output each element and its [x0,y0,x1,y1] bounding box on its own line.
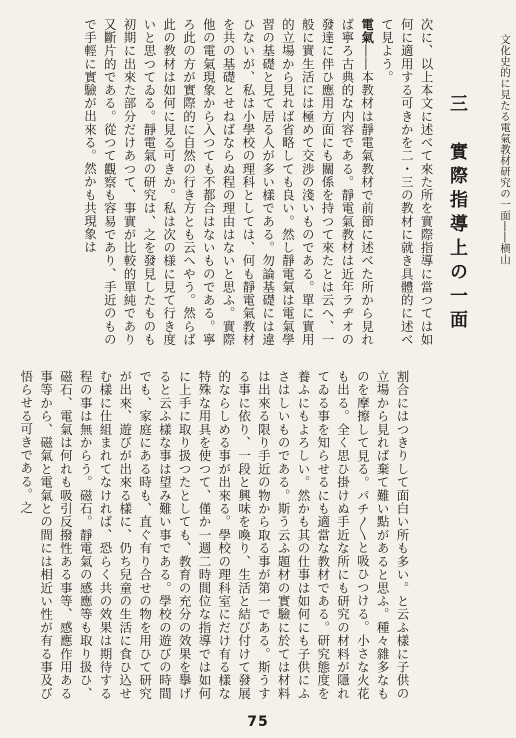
running-head: 文化史的に見たる電氣教材研究の一面――横山 [499,34,511,265]
term-heading: 電氣 [359,18,375,45]
section-body [80,18,436,346]
intro-paragraph: 次に、以上本文に述べて來た所を實際指導に當つては如何に適用する可きかを二・三の教材に就き具體的に述べて見よう。 [379,18,434,346]
lower-block [16,370,492,700]
section-heading: 三 實際指導上の一面 [447,94,468,334]
page-number: 75 [247,714,269,730]
term-paragraph: ――本教材は靜電氣教材で前節に述べた所から見れば寧ろ古典的な内容である。靜電氣教材は近年ラヂオの發達に伴ひ應用方面にも關係を持つて來たとは云へ、一般に實生活には極めて交渉の淺いものである。單に實用的立場から見れば省略しても良い。然し靜電氣は電氣學習の基礎と見て居る人が多い樣である。勿論基礎には違ひないが、私は小學校の理科としては、何も靜電氣教材を共の基礎とせねばならぬ程の理由はないと思ふ。實際他の電氣現象から入つても不都合はないものである。寧ろ此の方が實際的に自然の行き方とも云へやう。然らば此の教材は如何に見る可きか。私は次の様に見て行き度いと思つてゐる。靜電氣の研究は、之を發見したものも初期に出來た部分だけあつて、事實が比較的單純であり又斷片的である。從つて觀察も容易であり、手近のもので手輕に實驗が出來る。然かも共現象は [82,18,375,346]
upper-block [26,18,492,346]
lower-paragraph: 割合にはつきりして面白い所も多い。と云ふ樣に子供の立場から見れば棄て難い點があると思ふ。種々雜多なものを摩擦して見る。パチ〳〵と吸ひつける。小さな火花も出る。全く思ひ掛けぬ手近な所にも研究の材料が隱れてゐる事を知らせるにも適當な教材である。研究態度を養ふにもよろしい。然かも其の仕事は如何にも子供にふさはしいものである。斯う云ふ題材の實驗に於ては材料は出來る限り手近の物から取る事が第一である。斯うする事に依り、一段と興味を喚り、生活と結び付けて發展的ならしめる事が出來る。學校の理科室にだけ有る樣な特殊な用具を使つて、僅か一週二時間位な指導では如何に上手に取り扱つたとしても、教育の充分の效果を擧げると云ふ樣な事は望み難い事である。學校の遊びの時間でも、家庭にある時も、直ぐ有り合せの物を用ひて研究が出來、遊びが出來る樣に、仍ち兒童の生活に食ひ込せむ樣に仕組まれてなければ、恐らく共の效果は期待する程の事は無からう。磁石。靜電氣の感應等も取り扱ひ、磁石、電氣は何れも吸引反撥性ある事等、感應作用ある事等から、磁氣と電氣との間には相近い性が有る事及び悟らせる可きである。之 [18,370,410,700]
